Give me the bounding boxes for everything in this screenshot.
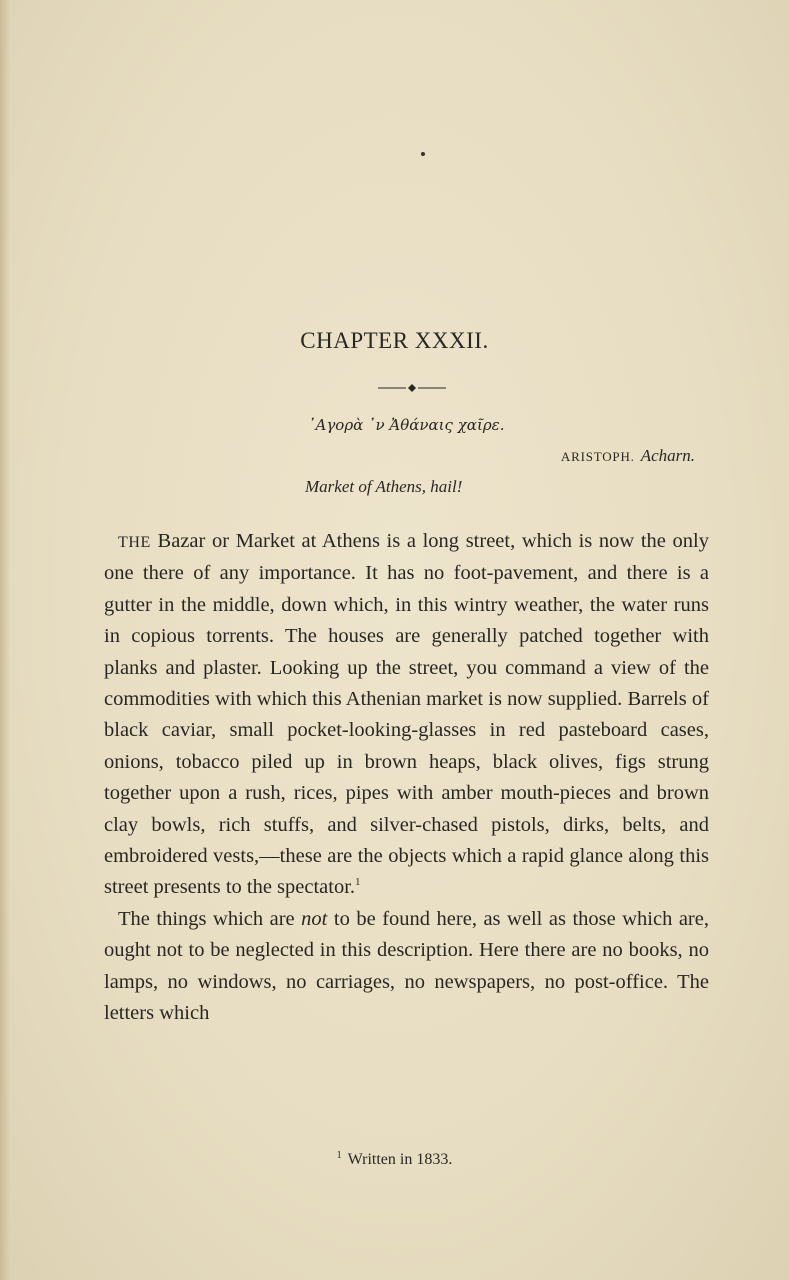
epigraph-author: ARISTOPH. xyxy=(560,449,635,464)
footnote-text: Written in 1833. xyxy=(347,1151,453,1168)
chapter-title: CHAPTER XXXII. xyxy=(300,328,489,353)
body-text xyxy=(104,526,709,1030)
epigraph-work: Acharn. xyxy=(640,446,695,465)
ink-dot xyxy=(421,152,425,156)
footnote xyxy=(0,1150,789,1169)
paragraph-2-text-b: to be found here, as well as those which are, ought not to be neglected in this description. Here there are no books, no lamps, no windows, no carriages, no newspapers, no post-office. The letters which xyxy=(104,907,709,1025)
page-edge-shadow xyxy=(0,0,10,1280)
paragraph-2-text-a: The things which are xyxy=(118,907,302,930)
footnote-marker: 1 xyxy=(336,1150,342,1161)
footnote-reference[interactable]: 1 xyxy=(355,876,361,889)
paragraph-lead-word: THE xyxy=(118,534,151,551)
paragraph-1-text: Bazar or Market at Athens is a long street, which is now the only one there of any importance. It has no foot-pavement, and there is a gutter in the middle, down which, in this wintry weather, the water runs in copious torrents. The houses are generally patched together with planks and plaster. Looking up the street, you command a view of the commodities with which this Athenian market is now supplied. Barrels of black caviar, small pocket-looking-glasses in red pasteboard cases, onions, tobacco piled up in brown heaps, black olives, figs strung together upon a rush, rices, pipes with amber mouth-pieces and brown clay bowls, rich stuffs, and silver-chased pistols, dirks, belts, and embroidered vests,—these are the objects which a rapid glance along this street presents to the spectator. xyxy=(104,530,709,899)
paragraph-2-emphasis: not xyxy=(301,907,328,930)
epigraph-attribution xyxy=(561,446,695,466)
epigraph-translation: Market of Athens, hail! xyxy=(305,477,463,496)
paragraph-1 xyxy=(104,526,709,904)
paragraph-2 xyxy=(104,904,709,1030)
epigraph-greek: ᾿Αγορὰ ᾿ν Ἀθάναις χαῖρε. xyxy=(308,416,505,434)
ornament-rule-icon xyxy=(378,383,446,393)
